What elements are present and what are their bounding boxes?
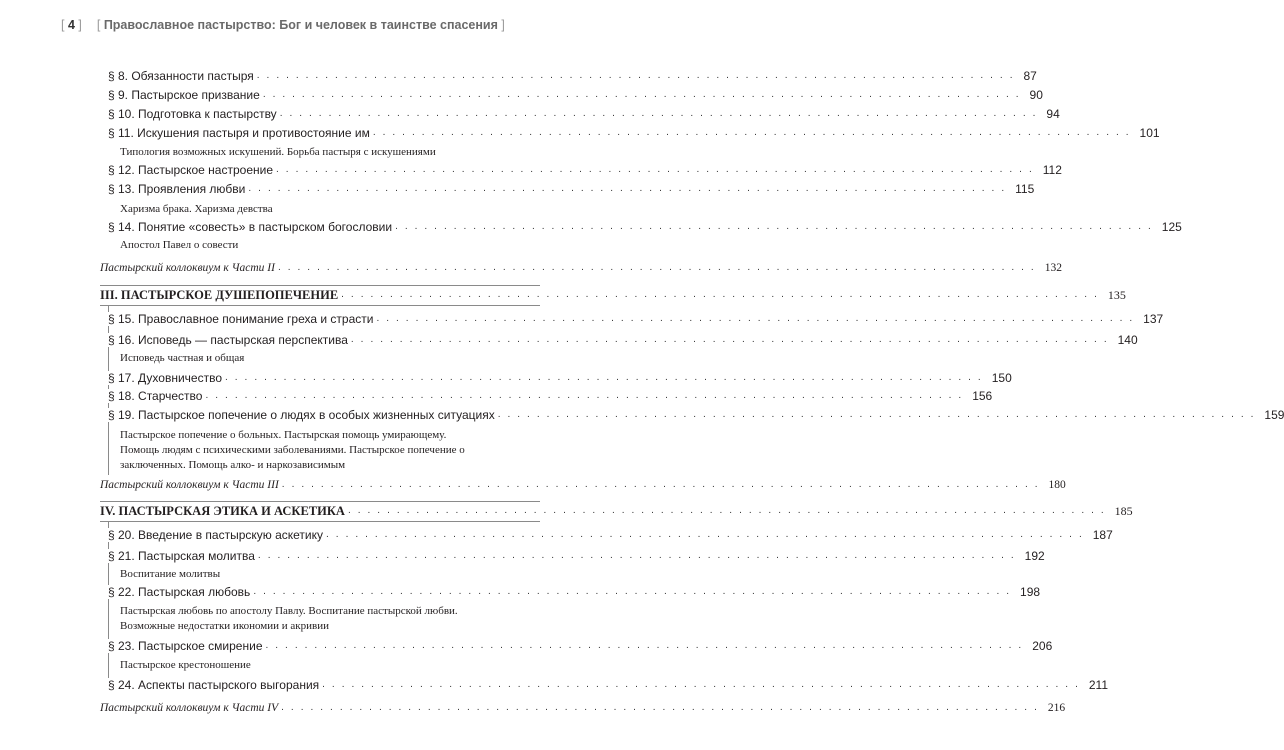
toc-entry[interactable]: § 14. Понятие «совесть» в пастырском богословии .............................................................................. 125 <box>108 220 1182 234</box>
toc-entry[interactable]: § 22. Пастырская любовь .............................................................................. 198 <box>108 585 1041 599</box>
toc-colloquium[interactable]: Пастырский коллоквиум к Части II .............................................................................. 132 <box>100 262 1062 274</box>
toc-entry[interactable]: § 21. Пастырская молитва .............................................................................. 192 <box>108 549 1045 563</box>
part-divider-top <box>100 501 540 502</box>
toc-entry[interactable]: § 13. Проявления любви .............................................................................. 115 <box>108 182 1035 196</box>
part-divider-bottom <box>100 305 540 306</box>
part-divider-bottom <box>100 521 540 522</box>
toc-entry[interactable]: § 24. Аспекты пастырского выгорания .............................................................................. 211 <box>108 678 1109 692</box>
toc-subtopics: Харизма брака. Харизма девства <box>120 203 273 215</box>
toc-subtopics: Апостол Павел о совести <box>120 239 239 251</box>
toc-entry[interactable]: § 20. Введение в пастырскую аскетику .............................................................................. 187 <box>108 528 1113 542</box>
toc-colloquium[interactable]: Пастырский коллоквиум к Части III .............................................................................. 180 <box>100 479 1066 491</box>
toc-part-heading[interactable]: IV. ПАСТЫРСКАЯ ЭТИКА И АСКЕТИКА .............................................................................. 185 <box>100 504 1133 518</box>
toc-entry[interactable]: § 9. Пастырское призвание .............................................................................. 90 <box>108 88 1043 102</box>
toc-entry[interactable]: § 10. Подготовка к пастырству .............................................................................. 94 <box>108 107 1060 121</box>
book-title: Православное пастырство: Бог и человек в таинстве спасения <box>103 18 498 32</box>
toc-subtopics: Пастырская любовь по апостолу Павлу. Воспитание пастырской любви. Возможные недостатки икономии и акривии <box>120 605 458 632</box>
toc-entry[interactable]: § 8. Обязанности пастыря .............................................................................. 87 <box>108 69 1037 83</box>
toc-subtopics: Типология возможных искушений. Борьба пастыря с искушениями <box>120 146 436 158</box>
page-number: 4 <box>67 18 75 32</box>
toc-entry[interactable]: § 12. Пастырское настроение .............................................................................. 112 <box>108 163 1062 177</box>
toc-entry[interactable]: § 15. Православное понимание греха и страсти .............................................................................. 137 <box>108 312 1164 326</box>
toc-subtopics: Пастырское крестоношение <box>120 659 251 671</box>
toc-entry[interactable]: § 17. Духовничество .............................................................................. 150 <box>108 371 1012 385</box>
toc-entry[interactable]: § 18. Старчество .............................................................................. 156 <box>108 389 993 403</box>
toc-subtopics: Исповедь частная и общая <box>120 352 245 364</box>
toc-subtopics: Воспитание молитвы <box>120 568 221 580</box>
running-header: [ 4 ] [ Православное пастырство: Бог и человек в таинстве спасения ] <box>61 18 505 32</box>
toc-entry[interactable]: § 19. Пастырское попечение о людях в особых жизненных ситуациях .............................................................................. 159 <box>108 408 1284 422</box>
toc-entry[interactable]: § 23. Пастырское смирение .............................................................................. 206 <box>108 639 1053 653</box>
toc-colloquium[interactable]: Пастырский коллоквиум к Части IV .............................................................................. 216 <box>100 702 1066 714</box>
toc-entry[interactable]: § 16. Исповедь — пастырская перспектива .............................................................................. 140 <box>108 333 1138 347</box>
toc-entry[interactable]: § 11. Искушения пастыря и противостояние им .............................................................................. 101 <box>108 126 1160 140</box>
toc-part-heading[interactable]: III. ПАСТЫРСКОЕ ДУШЕПОПЕЧЕНИЕ .............................................................................. 135 <box>100 288 1126 302</box>
toc-subtopics: Пастырское попечение о больных. Пастырская помощь умирающему. Помощь людям с психическими заболеваниями. Пастырское попечение о заключенных. Помощь алко- и наркозависимым <box>120 429 465 471</box>
part-divider-top <box>100 285 540 286</box>
